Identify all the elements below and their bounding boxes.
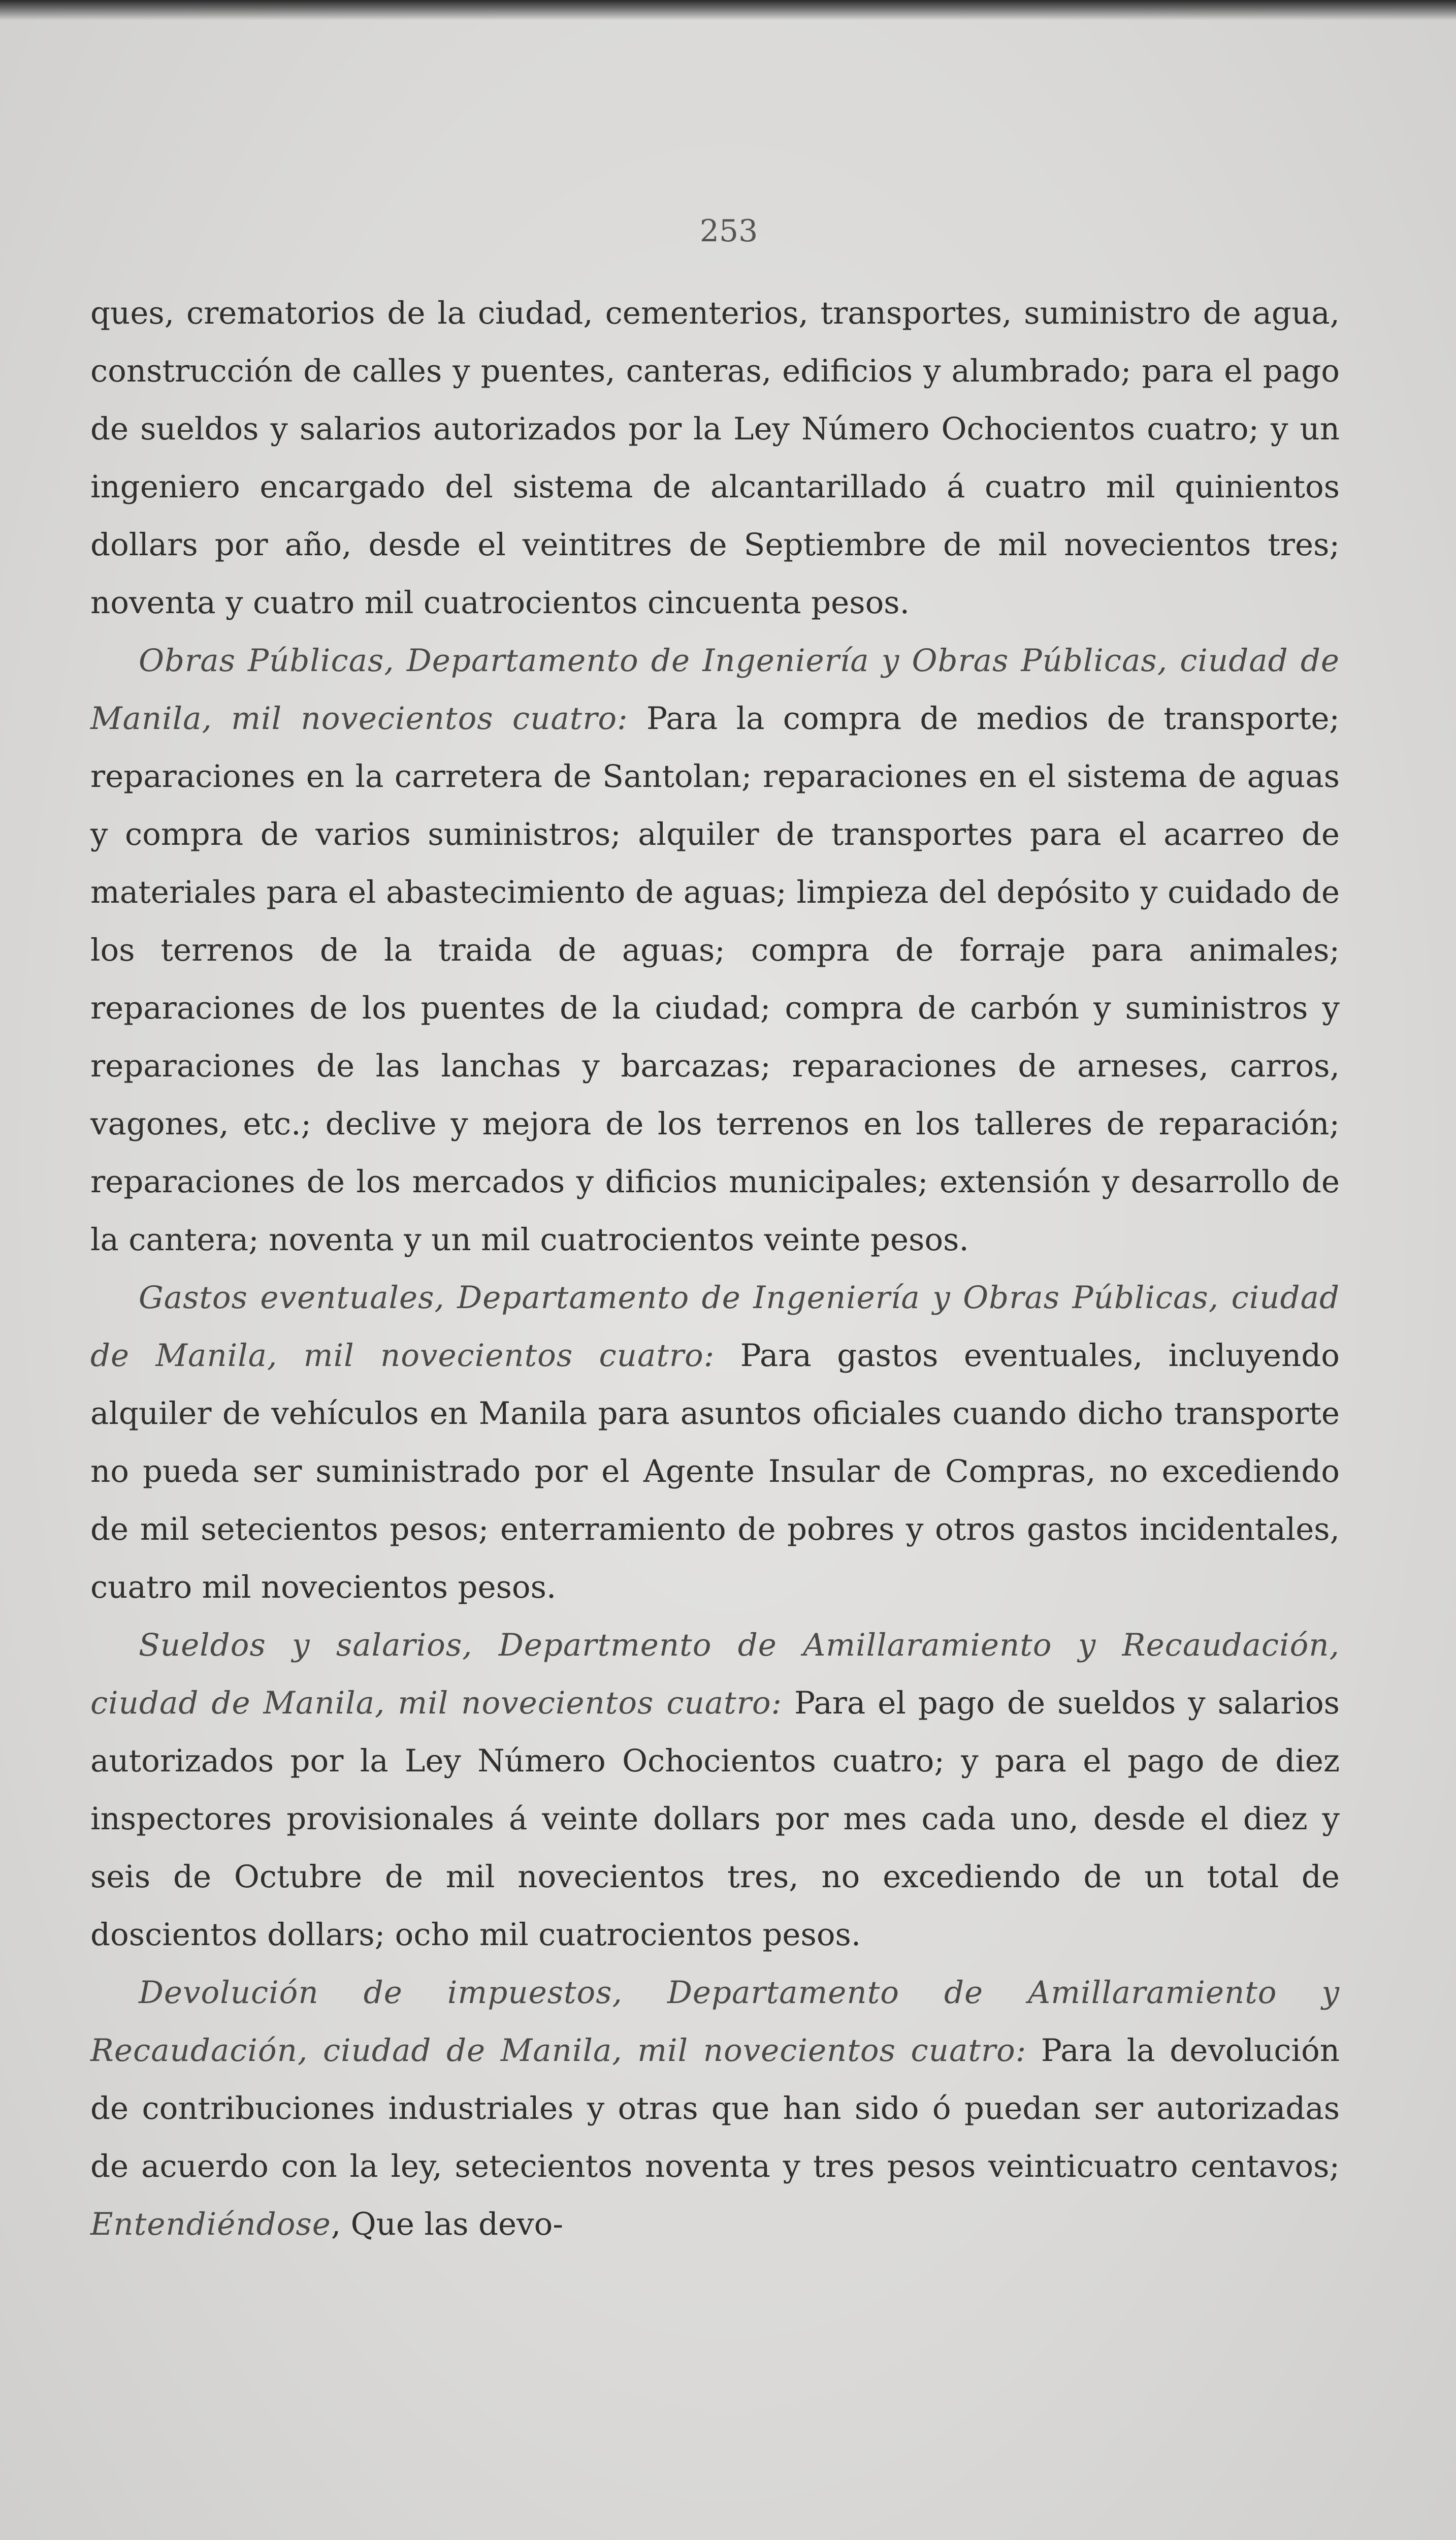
paragraph-1-text: ques, crematorios de la ciudad, cementerios, transportes, suministro de agua, construcción de calles y puentes, canteras, edificios y alumbrado; para el pago de sueldos y salarios autorizados por la Ley Número Ochocientos cuatro; y un ingeniero encargado del sistema de alcantarillado á cuatro mil quinientos dollars por año, desde el veintitres de Septiembre de mil novecientos tres; noventa y cuatro mil cuatrocientos cincuenta pesos. [90,295,1340,621]
paragraph-5-heading: Devolución de impuestos, Departamento de Amillaramiento y Recaudación, ciudad de Manila, mil novecientos cuatro: [90,1975,1340,2069]
paragraph-5 [90,1964,1340,2253]
scan-edge-shadow [0,0,1456,20]
paragraph-3-heading: Gastos eventuales, Departamento de Ingeniería y Obras Públicas, ciudad de Manila, mil novecientos cuatro: [90,1280,1340,1374]
paragraph-2-text: Para la compra de medios de transporte; reparaciones en la carretera de Santolan; reparaciones en el sistema de aguas y compra de varios suministros; alquiler de transportes para el acarreo de materiales para el abastecimiento de aguas; limpieza del depósito y cuidado de los terrenos de la traida de aguas; compra de forraje para animales; reparaciones de los puentes de la ciudad; compra de carbón y suministros y reparaciones de las lanchas y barcazas; reparaciones de arneses, carros, vagones, etc.; declive y mejora de los terrenos en los talleres de reparación; reparaciones de los mercados y dificios municipales; extensión y desarrollo de la cantera; noventa y un mil cuatrocientos veinte pesos. [90,701,1340,1258]
paragraph-5-trailing-heading: Entendiéndose [90,2206,331,2242]
paragraph-1 [90,284,1340,632]
paragraph-4-text: Para el pago de sueldos y salarios autorizados por la Ley Número Ochocientos cuatro; y para el pago de diez inspectores provisionales á veinte dollars por mes cada uno, desde el diez y seis de Octubre de mil novecientos tres, no excediendo de un total de doscientos dollars; ocho mil cuatrocientos pesos. [90,1685,1340,1953]
page-number: 253 [699,213,758,249]
paragraph-3-text: Para gastos eventuales, incluyendo alquiler de vehículos en Manila para asuntos oficiales cuando dicho transporte no pueda ser suministrado por el Agente Insular de Compras, no excediendo de mil setecientos pesos; enterramiento de pobres y otros gastos incidentales, cuatro mil novecientos pesos. [90,1338,1340,1605]
paragraph-2 [90,632,1340,1269]
paragraph-4 [90,1616,1340,1964]
paragraph-2-heading: Obras Públicas, Departamento de Ingeniería y Obras Públicas, ciudad de Manila, mil novecientos cuatro: [90,643,1340,737]
paragraph-5-trailing-text: , Que las devo- [331,2206,563,2242]
page-body [90,284,1340,2253]
paragraph-3 [90,1269,1340,1616]
paragraph-4-heading: Sueldos y salarios, Departmento de Amillaramiento y Recaudación, ciudad de Manila, mil novecientos cuatro: [90,1627,1340,1721]
paragraph-5-text: Para la devolución de contribuciones industriales y otras que han sido ó puedan ser autorizadas de acuerdo con la ley, setecientos noventa y tres pesos veinticuatro centavos; [90,2033,1340,2184]
